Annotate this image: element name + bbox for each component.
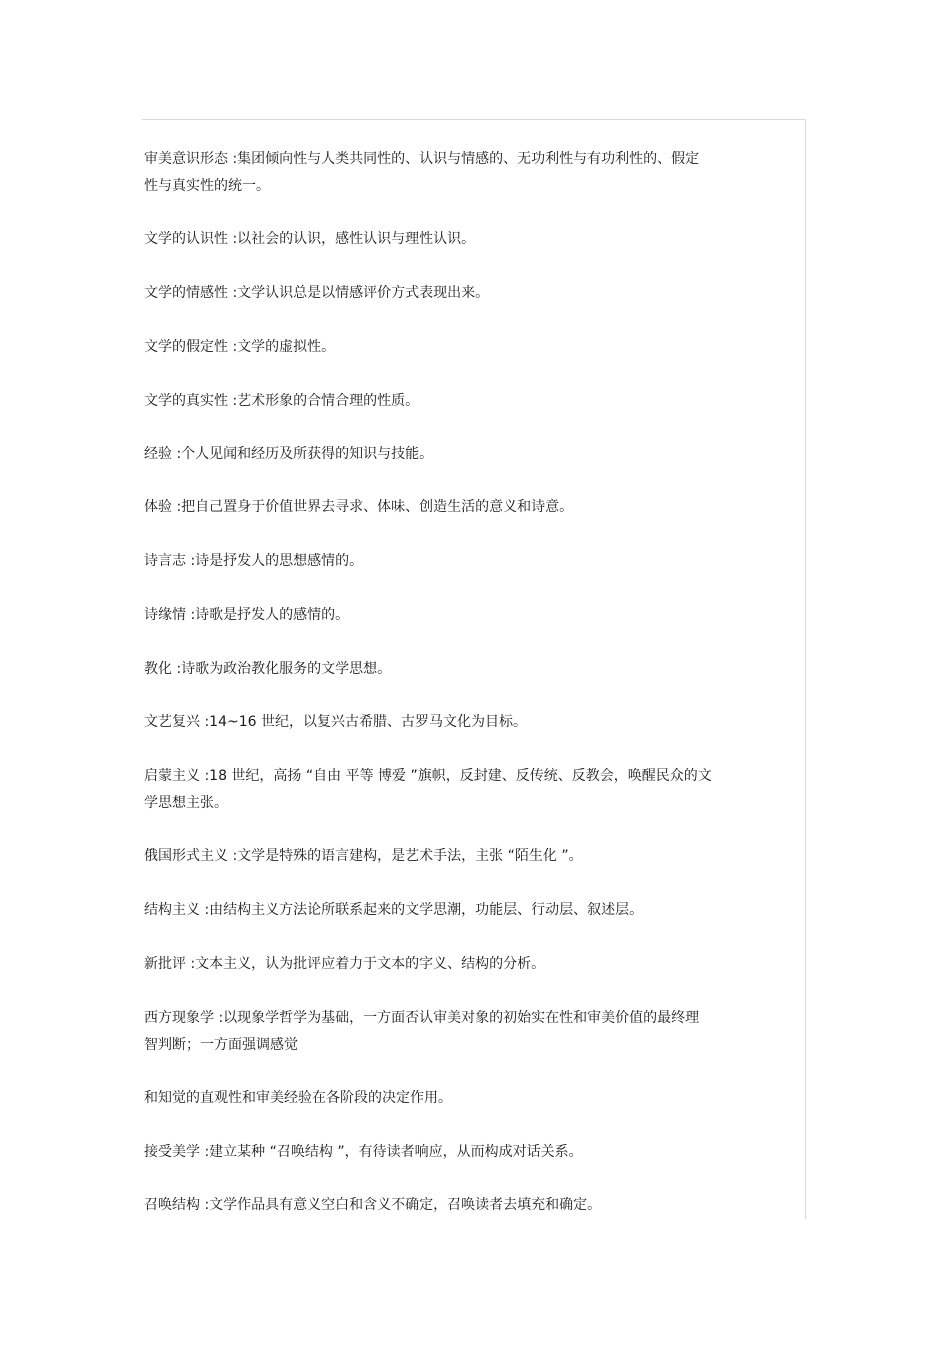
entry-line: 接受美学 :建立某种 “召唤结构 ”，有待读者响应，从而构成对话关系。 [144,1144,583,1160]
entry-line: 诗言志 :诗是抒发人的思想感情的。 [144,553,364,569]
entry-russian-formalism [144,843,784,870]
entry-line: 文艺复兴 :14~16 世纪，以复兴古希腊、古罗马文化为目标。 [144,714,527,730]
entry-line: 审美意识形态 :集团倾向性与人类共同性的、认识与情感的、无功利性与有功利性的、假定 [144,151,700,167]
entry-line: 文学的认识性 :以社会的认识，感性认识与理性认识。 [144,231,476,247]
entry-poetry-expresses-will [144,548,784,575]
entry-emotion [144,280,784,307]
entry-phenomenology [144,1005,784,1059]
entry-line: 召唤结构 :文学作品具有意义空白和含义不确定，召唤读者去填充和确定。 [144,1197,602,1213]
entry-moral-education [144,656,784,683]
entry-phenomenology-continued [144,1085,784,1112]
entry-line: 智判断；一方面强调感觉 [144,1037,298,1053]
entry-line: 性与真实性的统一。 [144,178,270,194]
entry-line: 启蒙主义 :18 世纪，高扬 “自由 平等 博爱 ”旗帜，反封建、反传统、反教会，唤醒民众的文 [144,768,712,784]
entry-cognition [144,226,784,253]
entry-enlightenment [144,763,784,817]
entry-reception-aesthetics [144,1139,784,1166]
entry-experience [144,441,784,468]
entry-line: 俄国形式主义 :文学是特殊的语言建构，是艺术手法，主张 “陌生化 ”。 [144,848,583,864]
entry-line: 诗缘情 :诗歌是抒发人的感情的。 [144,607,350,623]
entry-hypothetical [144,334,784,361]
entry-line: 文学的真实性 :艺术形象的合情合理的性质。 [144,393,420,409]
entry-line: 西方现象学 :以现象学哲学为基础，一方面否认审美对象的初始实在性和审美价值的最终理 [144,1010,700,1026]
entry-line: 和知觉的直观性和审美经验在各阶段的决定作用。 [144,1090,452,1106]
entry-line: 新批评 :文本主义，认为批评应着力于文本的字义、结构的分析。 [144,956,546,972]
entry-line: 体验 :把自己置身于价值世界去寻求、体味、创造生活的意义和诗意。 [144,499,574,515]
entry-renaissance [144,709,784,736]
entry-line: 文学的情感性 :文学认识总是以情感评价方式表现出来。 [144,285,490,301]
entry-poetry-from-feeling [144,602,784,629]
entry-aesthetic-ideology [144,146,784,200]
entry-line: 文学的假定性 :文学的虚拟性。 [144,339,336,355]
entry-line: 经验 :个人见闻和经历及所获得的知识与技能。 [144,446,434,462]
entry-authenticity [144,388,784,415]
entry-new-criticism [144,951,784,978]
entry-line: 学思想主张。 [144,795,228,811]
entry-appeal-structure [144,1192,784,1219]
entry-line: 结构主义 :由结构主义方法论所联系起来的文学思潮，功能层、行动层、叙述层。 [144,902,644,918]
entry-lived-experience [144,494,784,521]
entry-line: 教化 :诗歌为政治教化服务的文学思想。 [144,661,392,677]
entry-structuralism [144,897,784,924]
